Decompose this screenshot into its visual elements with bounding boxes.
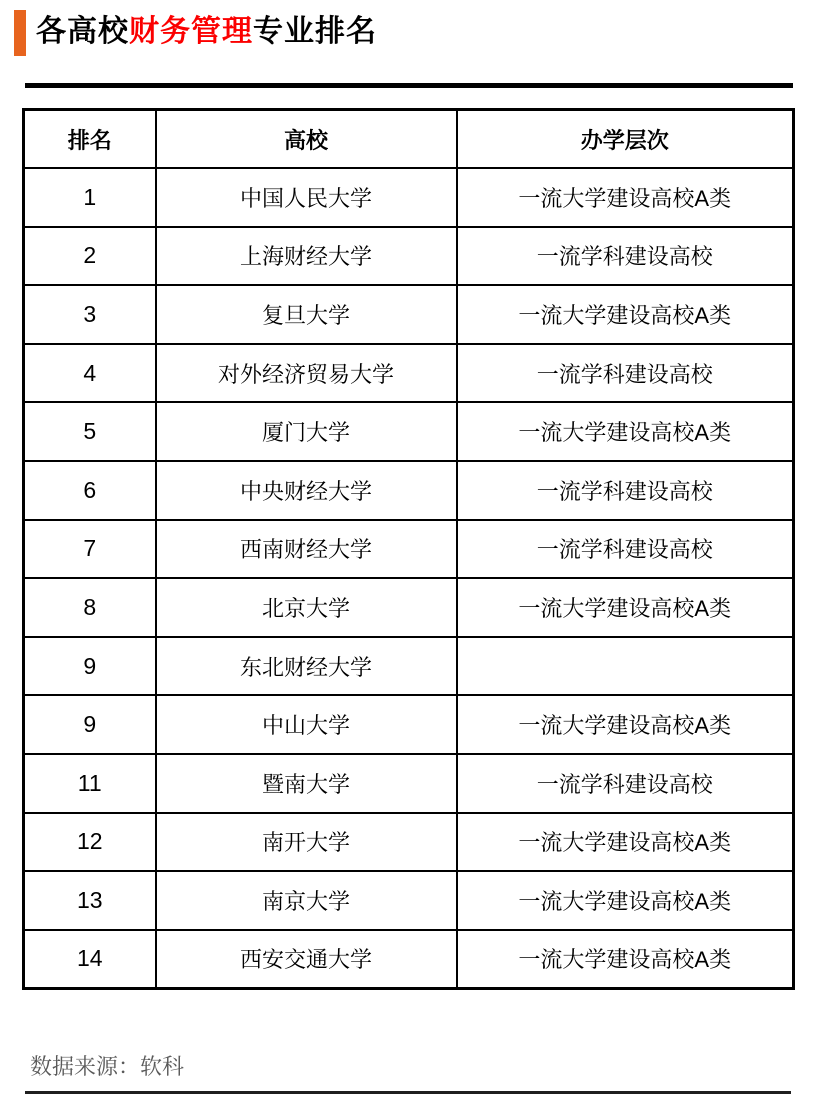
level-cell: 一流大学建设高校A类 bbox=[457, 285, 794, 344]
university-cell: 中央财经大学 bbox=[156, 461, 457, 520]
level-cell: 一流大学建设高校A类 bbox=[457, 402, 794, 461]
rank-cell: 9 bbox=[24, 695, 156, 754]
university-cell: 东北财经大学 bbox=[156, 637, 457, 696]
data-source-label: 数据来源：软科 bbox=[30, 1054, 185, 1079]
rank-cell: 3 bbox=[24, 285, 156, 344]
table-row bbox=[24, 637, 794, 696]
header-cell-university: 高校 bbox=[156, 110, 457, 169]
university-cell: 南京大学 bbox=[156, 871, 457, 930]
header-row bbox=[24, 110, 794, 169]
level-cell: 一流大学建设高校A类 bbox=[457, 695, 794, 754]
ranking-table bbox=[22, 108, 795, 990]
table-row bbox=[24, 227, 794, 286]
table-row bbox=[24, 754, 794, 813]
rank-cell: 13 bbox=[24, 871, 156, 930]
university-cell: 西安交通大学 bbox=[156, 930, 457, 989]
rank-cell: 12 bbox=[24, 813, 156, 872]
accent-bar bbox=[14, 10, 26, 56]
university-cell: 复旦大学 bbox=[156, 285, 457, 344]
top-divider bbox=[25, 83, 793, 88]
bottom-divider bbox=[25, 1091, 791, 1094]
university-cell: 对外经济贸易大学 bbox=[156, 344, 457, 403]
rank-cell: 5 bbox=[24, 402, 156, 461]
title-prefix: 各高校 bbox=[36, 15, 129, 48]
header-cell-level: 办学层次 bbox=[457, 110, 794, 169]
level-cell: 一流大学建设高校A类 bbox=[457, 871, 794, 930]
header-cell-rank: 排名 bbox=[24, 110, 156, 169]
table-row bbox=[24, 520, 794, 579]
university-cell: 南开大学 bbox=[156, 813, 457, 872]
table-row bbox=[24, 695, 794, 754]
table-row bbox=[24, 813, 794, 872]
table-row bbox=[24, 930, 794, 989]
table-row bbox=[24, 285, 794, 344]
level-cell: 一流学科建设高校 bbox=[457, 344, 794, 403]
level-cell: 一流大学建设高校A类 bbox=[457, 168, 794, 227]
rank-cell: 14 bbox=[24, 930, 156, 989]
university-cell: 暨南大学 bbox=[156, 754, 457, 813]
level-cell: 一流大学建设高校A类 bbox=[457, 930, 794, 989]
level-cell: 一流大学建设高校A类 bbox=[457, 578, 794, 637]
table-row bbox=[24, 402, 794, 461]
page-title bbox=[36, 13, 377, 51]
rank-cell: 4 bbox=[24, 344, 156, 403]
level-cell: 一流学科建设高校 bbox=[457, 520, 794, 579]
table-row bbox=[24, 461, 794, 520]
rank-cell: 11 bbox=[24, 754, 156, 813]
title-suffix: 专业排名 bbox=[253, 15, 377, 48]
university-cell: 上海财经大学 bbox=[156, 227, 457, 286]
rank-cell: 1 bbox=[24, 168, 156, 227]
university-cell: 中国人民大学 bbox=[156, 168, 457, 227]
rank-cell: 9 bbox=[24, 637, 156, 696]
level-cell: 一流学科建设高校 bbox=[457, 461, 794, 520]
rank-cell: 6 bbox=[24, 461, 156, 520]
rank-cell: 7 bbox=[24, 520, 156, 579]
university-cell: 中山大学 bbox=[156, 695, 457, 754]
title-highlight: 财务管理 bbox=[129, 15, 253, 48]
page-header bbox=[0, 0, 822, 83]
table-row bbox=[24, 344, 794, 403]
university-cell: 北京大学 bbox=[156, 578, 457, 637]
table-row bbox=[24, 871, 794, 930]
level-cell: 一流学科建设高校 bbox=[457, 754, 794, 813]
level-cell: 一流大学建设高校A类 bbox=[457, 813, 794, 872]
university-cell: 厦门大学 bbox=[156, 402, 457, 461]
university-cell: 西南财经大学 bbox=[156, 520, 457, 579]
rank-cell: 2 bbox=[24, 227, 156, 286]
rank-cell: 8 bbox=[24, 578, 156, 637]
level-cell bbox=[457, 637, 794, 696]
table-row bbox=[24, 578, 794, 637]
table-row bbox=[24, 168, 794, 227]
level-cell: 一流学科建设高校 bbox=[457, 227, 794, 286]
